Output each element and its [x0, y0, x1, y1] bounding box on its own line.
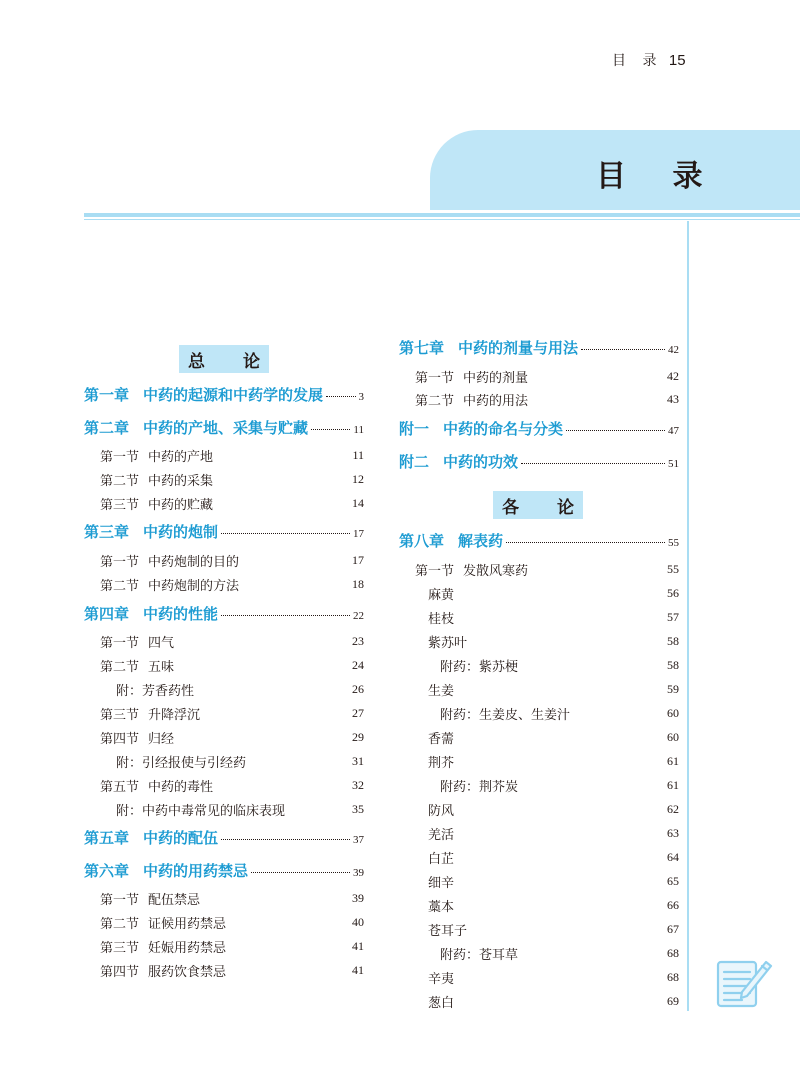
toc-chapter-1[interactable]: 第一章 中药的起源和中药学的发展 3 — [84, 386, 364, 404]
toc-page: 43 — [667, 392, 679, 406]
toc-herb[interactable]: 麻黄 — [428, 588, 455, 603]
page-number: 15 — [668, 52, 686, 69]
toc-chapter-7[interactable]: 第七章 中药的剂量与用法 42 — [399, 339, 679, 357]
dot-leader — [221, 532, 350, 534]
toc-page: 55 — [667, 562, 679, 576]
toc-page: 12 — [352, 472, 364, 486]
running-head — [612, 50, 686, 70]
toc-page: 67 — [667, 922, 679, 936]
toc-page: 27 — [352, 706, 364, 720]
toc-page: 14 — [352, 496, 364, 510]
toc-section[interactable]: 第一节 四气 — [100, 636, 175, 651]
part-heading-specific: 各 论 — [493, 491, 583, 519]
toc-appendix[interactable]: 附：引经报使与引经药 — [116, 756, 247, 771]
toc-appendix-2[interactable]: 附二 中药的功效 51 — [399, 453, 679, 471]
toc-herb[interactable]: 苍耳子 — [428, 924, 468, 939]
toc-page: 39 — [352, 891, 364, 905]
dot-leader — [311, 428, 350, 430]
toc-page: 58 — [667, 634, 679, 648]
toc-herb[interactable]: 羌活 — [428, 828, 455, 843]
toc-section[interactable]: 第四节 服药饮食禁忌 — [100, 965, 227, 980]
toc-page: 59 — [667, 682, 679, 696]
toc-page: 42 — [667, 369, 679, 383]
toc-page: 61 — [667, 754, 679, 768]
part-heading-general: 总 论 — [179, 345, 269, 373]
toc-page: 23 — [352, 634, 364, 648]
toc-page: 41 — [352, 939, 364, 953]
right-margin-rule — [687, 221, 689, 1011]
toc-section[interactable]: 第二节 中药的采集 — [100, 474, 214, 489]
toc-page: 64 — [667, 850, 679, 864]
toc-page: 11 — [352, 448, 364, 462]
toc-herb[interactable]: 葱白 — [428, 996, 455, 1011]
toc-herb[interactable]: 细辛 — [428, 876, 455, 891]
toc-herb[interactable]: 香薷 — [428, 732, 455, 747]
toc-section[interactable]: 第一节 配伍禁忌 — [100, 893, 201, 908]
toc-chapter-5[interactable]: 第五章 中药的配伍 37 — [84, 829, 364, 847]
toc-section[interactable]: 第五节 中药的毒性 — [100, 780, 214, 795]
toc-page: 32 — [352, 778, 364, 792]
toc-section[interactable]: 第三节 中药的贮藏 — [100, 498, 214, 513]
toc-page: 41 — [352, 963, 364, 977]
dot-leader — [251, 871, 350, 873]
dot-leader — [221, 614, 350, 616]
toc-herb[interactable]: 藁本 — [428, 900, 455, 915]
toc-page: 66 — [667, 898, 679, 912]
header-rule — [84, 213, 800, 217]
toc-section[interactable]: 第二节 证候用药禁忌 — [100, 917, 227, 932]
toc-page: 62 — [667, 802, 679, 816]
toc-section[interactable]: 第一节 中药的产地 — [100, 450, 214, 465]
dot-leader — [521, 462, 665, 464]
toc-appendix-herb[interactable]: 附药：苍耳草 — [440, 948, 519, 963]
toc-herb[interactable]: 紫苏叶 — [428, 636, 468, 651]
toc-page: 60 — [667, 730, 679, 744]
toc-section[interactable]: 第一节 发散风寒药 — [415, 564, 529, 579]
toc-appendix-herb[interactable]: 附药：紫苏梗 — [440, 660, 519, 675]
toc-page: 58 — [667, 658, 679, 672]
toc-herb[interactable]: 防风 — [428, 804, 455, 819]
toc-section[interactable]: 第一节 中药的剂量 — [415, 371, 529, 386]
dot-leader — [221, 838, 350, 840]
toc-section[interactable]: 第四节 归经 — [100, 732, 175, 747]
toc-chapter-3[interactable]: 第三章 中药的炮制 17 — [84, 523, 364, 541]
toc-section[interactable]: 第二节 五味 — [100, 660, 175, 675]
toc-section[interactable]: 第三节 升降浮沉 — [100, 708, 201, 723]
toc-herb[interactable]: 生姜 — [428, 684, 455, 699]
toc-page: 29 — [352, 730, 364, 744]
toc-section[interactable]: 第二节 中药炮制的方法 — [100, 579, 240, 594]
toc-herb[interactable]: 桂枝 — [428, 612, 455, 627]
toc-page: 69 — [667, 994, 679, 1008]
toc-herb[interactable]: 白芷 — [428, 852, 455, 867]
toc-appendix-herb[interactable]: 附药：荆芥炭 — [440, 780, 519, 795]
toc-page: 24 — [352, 658, 364, 672]
toc-page: 60 — [667, 706, 679, 720]
toc-page: 68 — [667, 970, 679, 984]
running-head-label: 目 录 — [612, 53, 663, 69]
toc-page: 35 — [352, 802, 364, 816]
toc-section[interactable]: 第三节 妊娠用药禁忌 — [100, 941, 227, 956]
dot-leader — [326, 395, 355, 397]
toc-page: 63 — [667, 826, 679, 840]
toc-appendix[interactable]: 附：芳香药性 — [116, 684, 195, 699]
toc-herb[interactable]: 辛夷 — [428, 972, 455, 987]
toc-page: 68 — [667, 946, 679, 960]
dot-leader — [506, 541, 665, 543]
dot-leader — [566, 429, 665, 431]
toc-chapter-6[interactable]: 第六章 中药的用药禁忌 39 — [84, 862, 364, 880]
toc-page: 18 — [352, 577, 364, 591]
toc-section[interactable]: 第二节 中药的用法 — [415, 394, 529, 409]
toc-page: 65 — [667, 874, 679, 888]
toc-page: 61 — [667, 778, 679, 792]
page-title: 目 录 — [596, 159, 721, 194]
toc-page: 31 — [352, 754, 364, 768]
toc-appendix[interactable]: 附：中药中毒常见的临床表现 — [116, 804, 286, 819]
toc-page: 17 — [352, 553, 364, 567]
toc-appendix-1[interactable]: 附一 中药的命名与分类 47 — [399, 420, 679, 438]
notepad-pencil-icon — [712, 952, 774, 1012]
toc-page: 57 — [667, 610, 679, 624]
toc-page: 40 — [352, 915, 364, 929]
toc-chapter-2[interactable]: 第二章 中药的产地、采集与贮藏 11 — [84, 419, 364, 437]
toc-chapter-8[interactable]: 第八章 解表药 55 — [399, 532, 679, 550]
toc-page: 26 — [352, 682, 364, 696]
toc-appendix-herb[interactable]: 附药：生姜皮、生姜汁 — [440, 708, 571, 723]
toc-page: 56 — [667, 586, 679, 600]
dot-leader — [581, 348, 665, 350]
header-rule-thin — [84, 219, 800, 220]
toc-herb[interactable]: 荆芥 — [428, 756, 455, 771]
toc-chapter-4[interactable]: 第四章 中药的性能 22 — [84, 605, 364, 623]
toc-section[interactable]: 第一节 中药炮制的目的 — [100, 555, 240, 570]
